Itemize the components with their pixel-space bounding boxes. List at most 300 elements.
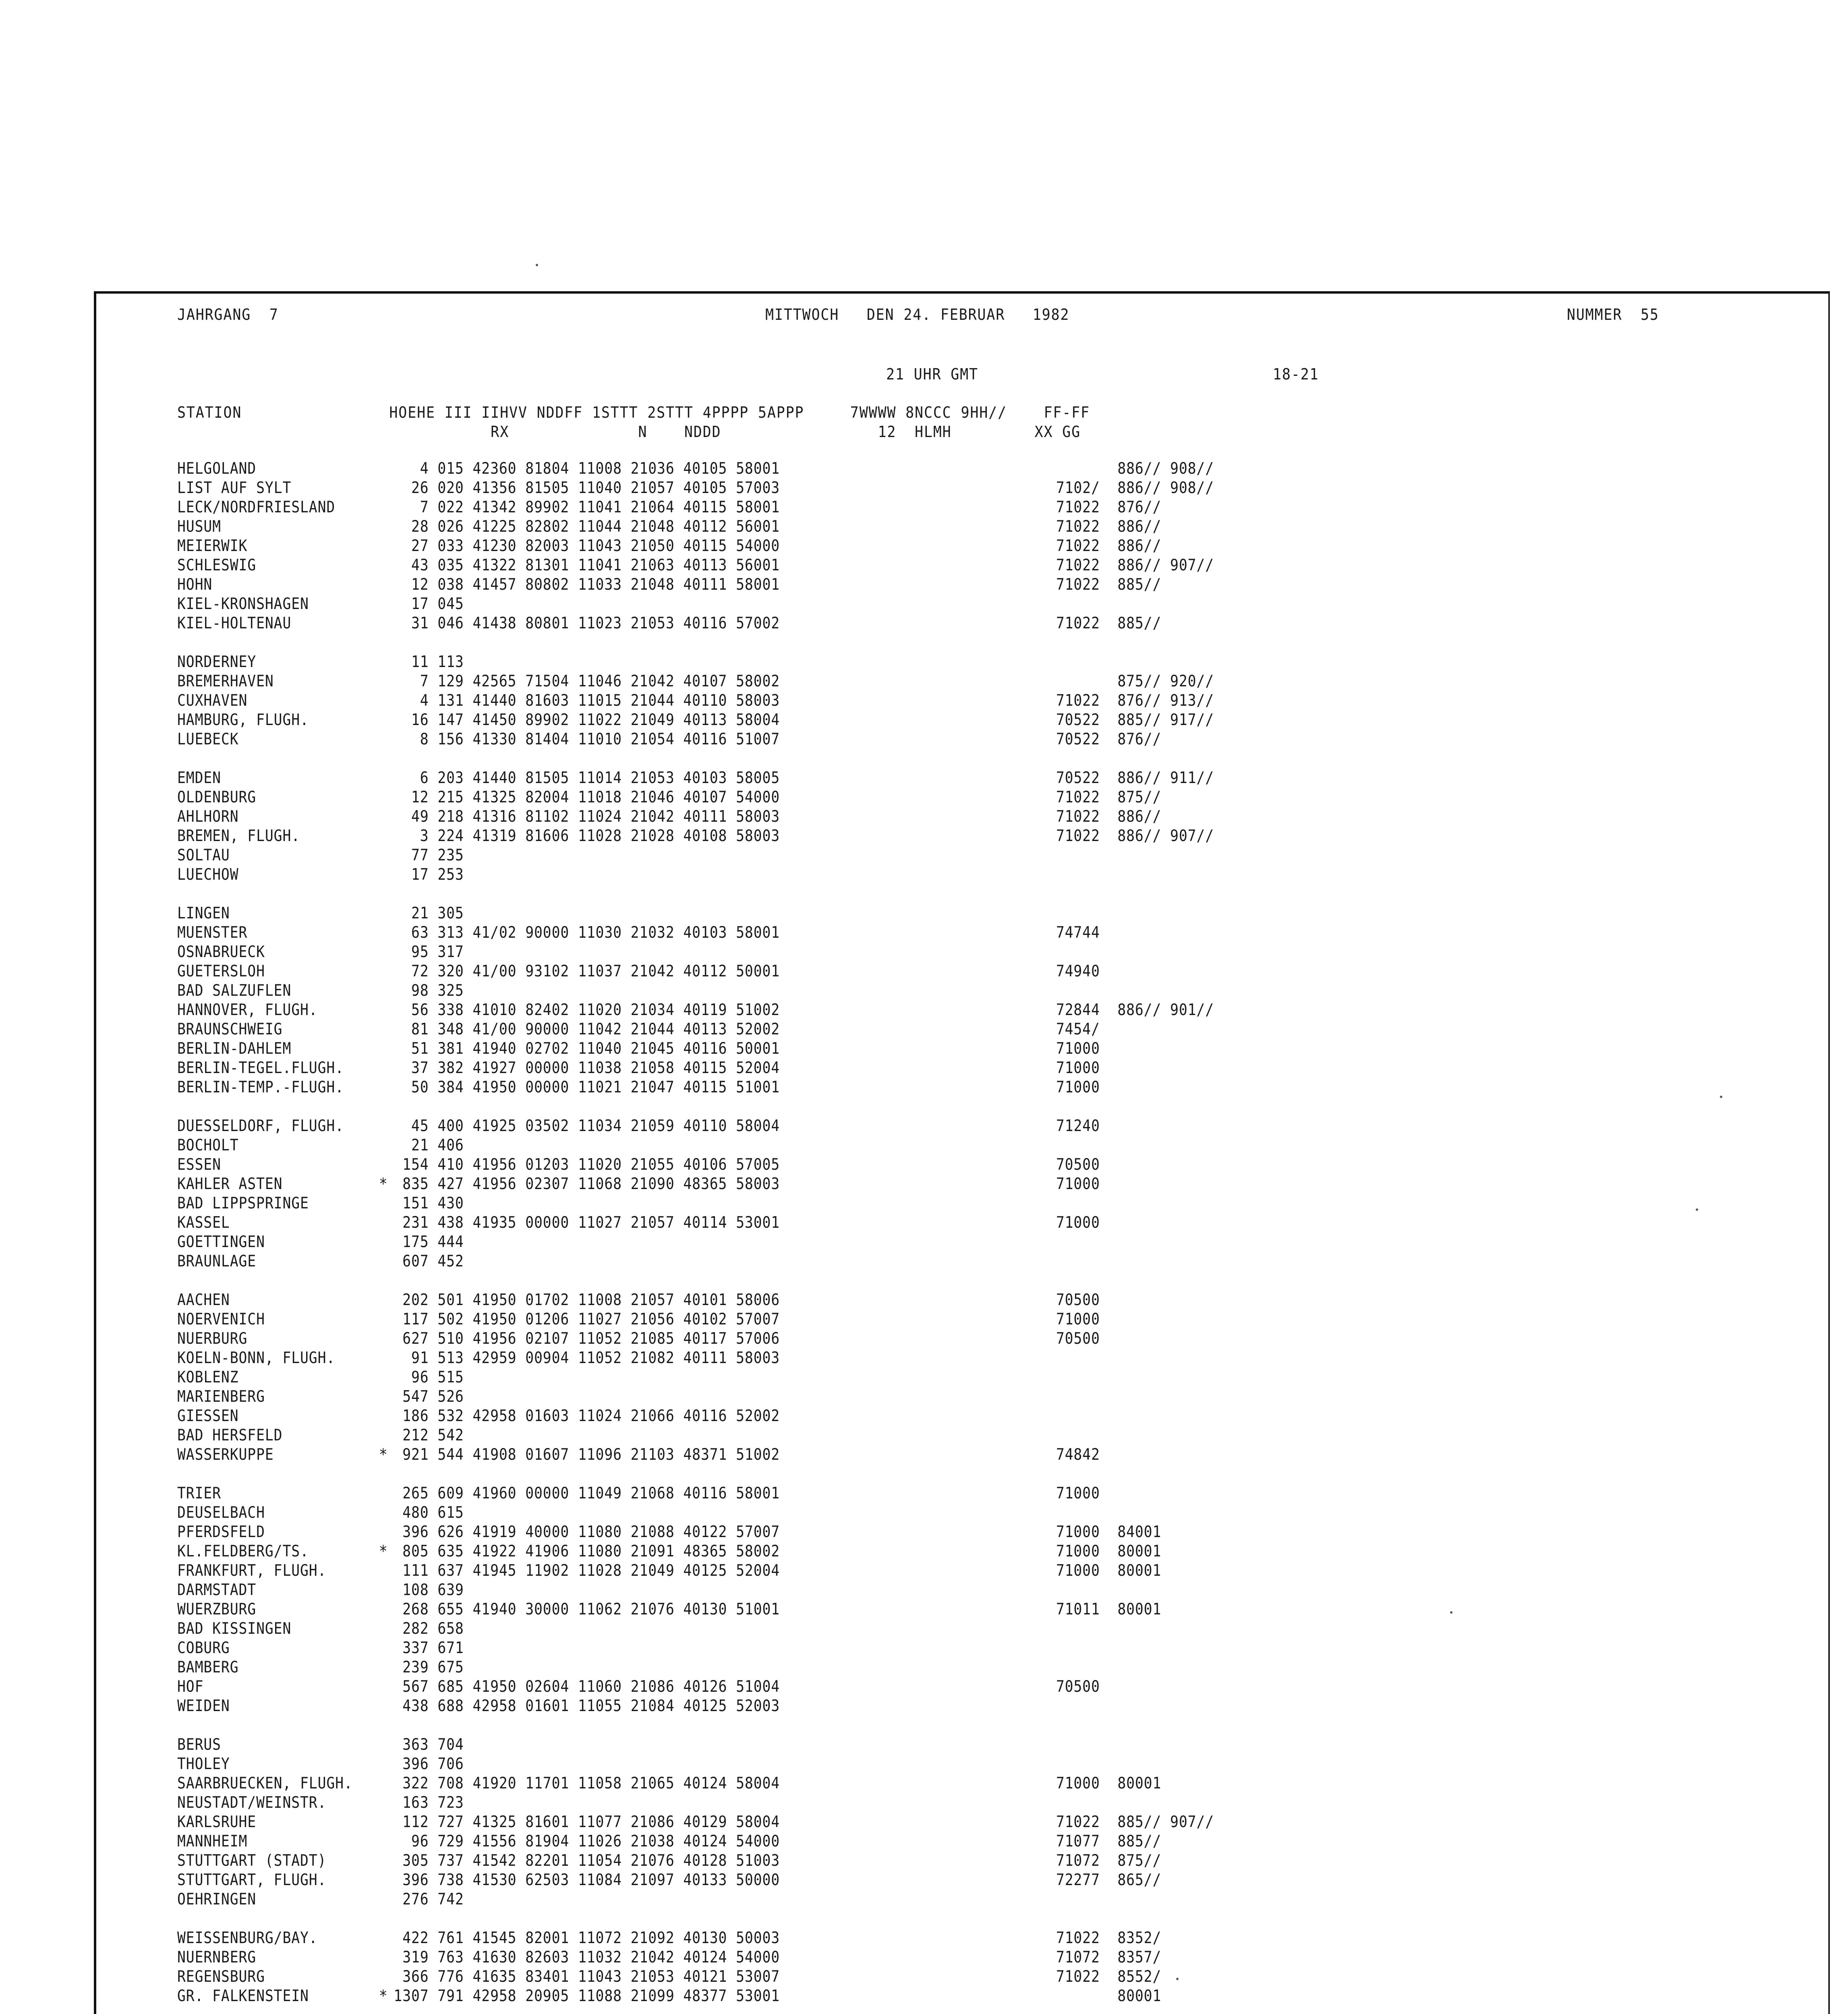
observation-values: 49 218 41316 81102 11024 21042 40111 58003 bbox=[394, 808, 780, 826]
station-row bbox=[177, 846, 1253, 865]
station-row bbox=[177, 1329, 1253, 1349]
observation-values: 337 671 bbox=[394, 1639, 464, 1657]
station-name: BREMEN, FLUGH. bbox=[177, 827, 300, 845]
station-row bbox=[177, 1929, 1253, 1948]
station-name: HUSUM bbox=[177, 518, 221, 536]
mountain-station-marker bbox=[373, 1368, 394, 1387]
extra-groups bbox=[1012, 595, 1253, 614]
mountain-station-marker bbox=[373, 1658, 394, 1677]
extra-groups bbox=[1012, 1136, 1253, 1155]
observation-values: 396 706 bbox=[394, 1755, 464, 1773]
mountain-station-marker bbox=[373, 1233, 394, 1252]
observation-values: 3 224 41319 81606 11028 21028 40108 58003 bbox=[394, 827, 780, 845]
scan-speck bbox=[1450, 1611, 1452, 1614]
station-row bbox=[177, 459, 1253, 479]
station-name: BREMERHAVEN bbox=[177, 672, 274, 690]
station-name: BAMBERG bbox=[177, 1658, 239, 1676]
observation-values: 11 113 bbox=[394, 653, 464, 671]
station-name: EMDEN bbox=[177, 769, 221, 787]
observation-values: 117 502 41950 01206 11027 21056 40102 57007 bbox=[394, 1310, 780, 1328]
station-row bbox=[177, 1136, 1253, 1155]
station-name: NUERBURG bbox=[177, 1330, 248, 1348]
extra-groups: 71022 885// bbox=[1012, 576, 1162, 594]
mountain-station-marker bbox=[373, 1252, 394, 1271]
station-name: HAMBURG, FLUGH. bbox=[177, 711, 309, 729]
station-name: DARMSTADT bbox=[177, 1581, 257, 1599]
mountain-station-marker bbox=[373, 981, 394, 1001]
station-name: BERLIN-TEGEL.FLUGH. bbox=[177, 1059, 344, 1077]
observation-values: 37 382 41927 00000 11038 21058 40115 52004 bbox=[394, 1059, 780, 1077]
station-name: TRIER bbox=[177, 1484, 221, 1502]
station-row bbox=[177, 923, 1253, 943]
extra-groups: 71022 886// bbox=[1012, 518, 1162, 536]
observation-values: 16 147 41450 89902 11022 21049 40113 58004 bbox=[394, 711, 780, 729]
station-name: HOF bbox=[177, 1678, 204, 1696]
station-row bbox=[177, 730, 1253, 749]
extra-groups bbox=[1012, 1658, 1253, 1677]
observation-values: 17 045 bbox=[394, 595, 464, 613]
mountain-station-marker bbox=[373, 1948, 394, 1967]
mountain-station-marker bbox=[373, 807, 394, 827]
station-row bbox=[177, 1697, 1253, 1716]
observation-values: 305 737 41542 82201 11054 21076 40128 51003 bbox=[394, 1852, 780, 1870]
scan-speck bbox=[536, 264, 538, 266]
station-row bbox=[177, 1387, 1253, 1407]
observation-values: 63 313 41/02 90000 11030 21032 40103 58001 bbox=[394, 924, 780, 942]
extra-groups bbox=[1012, 1793, 1253, 1813]
station-row bbox=[177, 614, 1253, 633]
station-row bbox=[177, 1117, 1253, 1136]
mountain-station-marker bbox=[373, 1117, 394, 1136]
extra-groups: 71022 876// bbox=[1012, 498, 1162, 516]
station-row bbox=[177, 1368, 1253, 1387]
station-row bbox=[177, 1407, 1253, 1426]
scan-speck bbox=[1696, 1208, 1698, 1211]
station-name: STUTTGART (STADT) bbox=[177, 1852, 327, 1870]
station-name: BERUS bbox=[177, 1736, 221, 1754]
observation-values: 921 544 41908 01607 11096 21103 48371 51002 bbox=[394, 1446, 780, 1464]
extra-groups: 70522 885// 917// bbox=[1012, 711, 1214, 729]
mountain-station-marker bbox=[373, 1600, 394, 1619]
extra-groups: 71022 886// 907// bbox=[1012, 556, 1214, 574]
extra-groups bbox=[1012, 1233, 1253, 1252]
station-name: LECK/NORDFRIESLAND bbox=[177, 498, 336, 516]
extra-groups: 71000 bbox=[1012, 1059, 1100, 1077]
station-name: MANNHEIM bbox=[177, 1832, 248, 1850]
station-row bbox=[177, 711, 1253, 730]
extra-groups: 71000 84001 bbox=[1012, 1523, 1162, 1541]
station-name: KL.FELDBERG/TS. bbox=[177, 1542, 309, 1560]
station-name: BAD LIPPSPRINGE bbox=[177, 1194, 309, 1212]
station-name: MARIENBERG bbox=[177, 1388, 265, 1406]
observation-values: 805 635 41922 41906 11080 21091 48365 58002 bbox=[394, 1542, 780, 1560]
mountain-station-marker bbox=[373, 769, 394, 788]
station-name: AHLHORN bbox=[177, 808, 239, 826]
extra-groups: 70522 886// 911// bbox=[1012, 769, 1214, 787]
extra-groups: 71022 876// 913// bbox=[1012, 692, 1214, 710]
extra-groups: 71022 886// bbox=[1012, 537, 1162, 555]
station-name: FRANKFURT, FLUGH. bbox=[177, 1562, 327, 1580]
station-name: OLDENBURG bbox=[177, 788, 257, 806]
mountain-station-marker bbox=[373, 1890, 394, 1909]
mountain-station-marker bbox=[373, 1503, 394, 1523]
extra-groups: 74842 bbox=[1012, 1446, 1100, 1464]
observation-values: 1307 791 42958 20905 11088 21099 48377 53001 bbox=[394, 1987, 780, 2005]
station-row bbox=[177, 1503, 1253, 1523]
extra-groups bbox=[1012, 1387, 1253, 1407]
group-gap bbox=[177, 1465, 1253, 1484]
observation-values: 12 215 41325 82004 11018 21046 40107 54000 bbox=[394, 788, 780, 806]
extra-groups: 71022 886// bbox=[1012, 808, 1162, 826]
extra-groups bbox=[1012, 1503, 1253, 1523]
observation-values: 21 305 bbox=[394, 904, 464, 922]
extra-groups: 80001 bbox=[1012, 1987, 1162, 2005]
observation-values: 276 742 bbox=[394, 1890, 464, 1908]
station-name: BAD KISSINGEN bbox=[177, 1620, 292, 1638]
extra-groups: 71022 875// bbox=[1012, 788, 1162, 806]
station-row bbox=[177, 1561, 1253, 1581]
mountain-station-marker bbox=[373, 1059, 394, 1078]
observation-values: 282 658 bbox=[394, 1620, 464, 1638]
mountain-station-marker bbox=[373, 556, 394, 575]
mountain-station-marker bbox=[373, 1523, 394, 1542]
extra-groups: 875// 920// bbox=[1012, 672, 1214, 690]
observation-values: 96 515 bbox=[394, 1368, 464, 1386]
observation-values: 112 727 41325 81601 11077 21086 40129 58004 bbox=[394, 1813, 780, 1831]
station-name: HOHN bbox=[177, 576, 213, 594]
station-row bbox=[177, 1890, 1253, 1909]
observation-values: 72 320 41/00 93102 11037 21042 40112 50001 bbox=[394, 962, 780, 980]
extra-groups bbox=[1012, 653, 1253, 672]
mountain-station-marker bbox=[373, 595, 394, 614]
station-name: KASSEL bbox=[177, 1214, 230, 1232]
station-row bbox=[177, 672, 1253, 691]
station-row bbox=[177, 1871, 1253, 1890]
extra-groups bbox=[1012, 1697, 1253, 1716]
mountain-station-marker bbox=[373, 1001, 394, 1020]
group-gap bbox=[177, 1271, 1253, 1291]
station-row bbox=[177, 1310, 1253, 1329]
mountain-station-marker bbox=[373, 1020, 394, 1039]
mountain-station-marker bbox=[373, 788, 394, 807]
extra-groups bbox=[1012, 1407, 1253, 1426]
station-name: KOELN-BONN, FLUGH. bbox=[177, 1349, 336, 1367]
observation-values: 56 338 41010 82402 11020 21034 40119 51002 bbox=[394, 1001, 780, 1019]
extra-groups bbox=[1012, 1755, 1253, 1774]
observation-values: 627 510 41956 02107 11052 21085 40117 57006 bbox=[394, 1330, 780, 1348]
extra-groups bbox=[1012, 1581, 1253, 1600]
observation-values: 108 639 bbox=[394, 1581, 464, 1599]
station-row bbox=[177, 1948, 1253, 1967]
station-name: REGENSBURG bbox=[177, 1968, 265, 1986]
station-row bbox=[177, 943, 1253, 962]
issue-number: NUMMER 55 bbox=[1567, 306, 1659, 323]
station-row bbox=[177, 1291, 1253, 1310]
station-row bbox=[177, 498, 1253, 517]
mountain-station-marker bbox=[373, 904, 394, 923]
observation-values: 186 532 42958 01603 11024 21066 40116 52002 bbox=[394, 1407, 780, 1425]
station-row bbox=[177, 1039, 1253, 1059]
observation-values: 231 438 41935 00000 11027 21057 40114 53001 bbox=[394, 1214, 780, 1232]
mountain-station-marker bbox=[373, 962, 394, 981]
observation-values: 27 033 41230 82003 11043 21050 40115 54000 bbox=[394, 537, 780, 555]
station-name: WEISSENBURG/BAY. bbox=[177, 1929, 318, 1947]
observation-values: 26 020 41356 81505 11040 21057 40105 57003 bbox=[394, 479, 780, 497]
station-row bbox=[177, 1987, 1253, 2006]
mountain-station-marker bbox=[373, 1774, 394, 1793]
mountain-station-marker bbox=[373, 1813, 394, 1832]
observation-values: 835 427 41956 02307 11068 21090 48365 58003 bbox=[394, 1175, 780, 1193]
observation-values: 31 046 41438 80801 11023 21053 40116 57002 bbox=[394, 614, 780, 632]
mountain-station-marker bbox=[373, 517, 394, 537]
mountain-station-marker bbox=[373, 1310, 394, 1329]
mountain-station-marker bbox=[373, 1871, 394, 1890]
station-row bbox=[177, 807, 1253, 827]
observation-values: 322 708 41920 11701 11058 21065 40124 58004 bbox=[394, 1774, 780, 1792]
mountain-station-marker bbox=[373, 1832, 394, 1851]
station-name: LUEBECK bbox=[177, 730, 239, 748]
station-name: ESSEN bbox=[177, 1156, 221, 1174]
mountain-station-marker bbox=[373, 846, 394, 865]
group-gap bbox=[177, 749, 1253, 769]
extra-groups: 71000 bbox=[1012, 1310, 1100, 1328]
observation-values: 366 776 41635 83401 11043 21053 40121 53007 bbox=[394, 1968, 780, 1986]
extra-groups bbox=[1012, 1349, 1253, 1368]
observation-values: 151 430 bbox=[394, 1194, 464, 1212]
station-row bbox=[177, 1735, 1253, 1755]
station-row bbox=[177, 1175, 1253, 1194]
mountain-station-marker bbox=[373, 1581, 394, 1600]
extra-groups: 71000 80001 bbox=[1012, 1774, 1162, 1792]
mountain-station-marker bbox=[373, 1561, 394, 1581]
station-row bbox=[177, 1020, 1253, 1039]
station-name: NOERVENICH bbox=[177, 1310, 265, 1328]
extra-groups: 72844 886// 901// bbox=[1012, 1001, 1214, 1019]
observation-values: 98 325 bbox=[394, 982, 464, 1000]
observation-values: 480 615 bbox=[394, 1504, 464, 1522]
mountain-station-marker bbox=[373, 1967, 394, 1987]
mountain-station-marker bbox=[373, 865, 394, 885]
observation-values: 96 729 41556 81904 11026 21038 40124 54000 bbox=[394, 1832, 780, 1850]
mountain-station-marker bbox=[373, 1349, 394, 1368]
station-name: KARLSRUHE bbox=[177, 1813, 257, 1831]
extra-groups bbox=[1012, 865, 1253, 885]
observation-values: 363 704 bbox=[394, 1736, 464, 1754]
mountain-station-marker bbox=[373, 672, 394, 691]
station-name: LIST AUF SYLT bbox=[177, 479, 292, 497]
station-name: LINGEN bbox=[177, 904, 230, 922]
group-gap bbox=[177, 1909, 1253, 1929]
station-row bbox=[177, 1194, 1253, 1213]
station-row bbox=[177, 1755, 1253, 1774]
mountain-station-marker: * bbox=[379, 1987, 388, 2005]
mountain-station-marker bbox=[373, 479, 394, 498]
observation-values: 77 235 bbox=[394, 846, 464, 864]
station-row bbox=[177, 1523, 1253, 1542]
station-name: SCHLESWIG bbox=[177, 556, 257, 574]
station-name: NORDERNEY bbox=[177, 653, 257, 671]
extra-groups: 71022 8552/ bbox=[1012, 1968, 1162, 1986]
extra-groups: 71000 80001 bbox=[1012, 1562, 1162, 1580]
station-row bbox=[177, 1233, 1253, 1252]
station-row bbox=[177, 1155, 1253, 1175]
station-row bbox=[177, 1445, 1253, 1465]
station-name: SAARBRUECKEN, FLUGH. bbox=[177, 1774, 353, 1792]
observation-values: 43 035 41322 81301 11041 21063 40113 56001 bbox=[394, 556, 780, 574]
station-row bbox=[177, 865, 1253, 885]
observation-values: 396 738 41530 62503 11084 21097 40133 50000 bbox=[394, 1871, 780, 1889]
mountain-station-marker bbox=[373, 1136, 394, 1155]
station-name: HELGOLAND bbox=[177, 460, 257, 478]
mountain-station-marker bbox=[373, 1407, 394, 1426]
station-row bbox=[177, 1349, 1253, 1368]
observation-values: 91 513 42959 00904 11052 21082 40111 58003 bbox=[394, 1349, 780, 1367]
station-name: BAD SALZUFLEN bbox=[177, 982, 292, 1000]
station-name: COBURG bbox=[177, 1639, 230, 1657]
station-row bbox=[177, 1542, 1253, 1561]
observation-values: 239 675 bbox=[394, 1658, 464, 1676]
mountain-station-marker bbox=[373, 1639, 394, 1658]
station-name: OSNABRUECK bbox=[177, 943, 265, 961]
station-row bbox=[177, 595, 1253, 614]
station-name: KIEL-KRONSHAGEN bbox=[177, 595, 309, 613]
observation-values: 438 688 42958 01601 11055 21084 40125 52003 bbox=[394, 1697, 780, 1715]
station-row bbox=[177, 827, 1253, 846]
extra-groups: 70500 bbox=[1012, 1156, 1100, 1174]
station-name: THOLEY bbox=[177, 1755, 230, 1773]
station-name: CUXHAVEN bbox=[177, 692, 248, 710]
mountain-station-marker bbox=[373, 1291, 394, 1310]
extra-groups: 71022 885// 907// bbox=[1012, 1813, 1214, 1831]
observation-values: 4 015 42360 81804 11008 21036 40105 58001 bbox=[394, 460, 780, 478]
extra-groups: 72277 865// bbox=[1012, 1871, 1162, 1889]
extra-groups: 71000 bbox=[1012, 1214, 1100, 1232]
mountain-station-marker bbox=[373, 575, 394, 595]
mountain-station-marker bbox=[373, 827, 394, 846]
station-row bbox=[177, 653, 1253, 672]
extra-groups: 7454/ bbox=[1012, 1020, 1100, 1038]
mountain-station-marker bbox=[373, 1426, 394, 1445]
station-name: WUERZBURG bbox=[177, 1600, 257, 1618]
mountain-station-marker bbox=[373, 730, 394, 749]
mountain-station-marker bbox=[373, 923, 394, 943]
station-row bbox=[177, 1832, 1253, 1851]
jahrgang-label: JAHRGANG 7 bbox=[177, 306, 279, 323]
station-name: SOLTAU bbox=[177, 846, 230, 864]
mountain-station-marker bbox=[373, 498, 394, 517]
station-name: BAD HERSFELD bbox=[177, 1426, 283, 1444]
station-name: MUENSTER bbox=[177, 924, 248, 942]
station-row bbox=[177, 1793, 1253, 1813]
extra-groups: 71022 886// 907// bbox=[1012, 827, 1214, 845]
observation-values: 12 038 41457 80802 11033 21048 40111 58001 bbox=[394, 576, 780, 594]
station-name: LUECHOW bbox=[177, 866, 239, 884]
observation-values: 21 406 bbox=[394, 1136, 464, 1154]
observation-values: 396 626 41919 40000 11080 21088 40122 57007 bbox=[394, 1523, 780, 1541]
station-row bbox=[177, 537, 1253, 556]
station-table bbox=[177, 459, 1253, 2014]
extra-groups: 70500 bbox=[1012, 1330, 1100, 1348]
extra-groups: 71077 885// bbox=[1012, 1832, 1162, 1850]
group-gap bbox=[177, 633, 1253, 653]
extra-groups bbox=[1012, 846, 1253, 865]
station-row bbox=[177, 962, 1253, 981]
extra-groups bbox=[1012, 1426, 1253, 1445]
station-name: BRAUNSCHWEIG bbox=[177, 1020, 283, 1038]
mountain-station-marker: * bbox=[379, 1446, 388, 1464]
station-row bbox=[177, 1967, 1253, 1987]
observation-values: 50 384 41950 00000 11021 21047 40115 51001 bbox=[394, 1078, 780, 1096]
extra-groups: 71000 80001 bbox=[1012, 1542, 1162, 1560]
mountain-station-marker bbox=[373, 1735, 394, 1755]
mountain-station-marker bbox=[373, 1155, 394, 1175]
station-row bbox=[177, 1639, 1253, 1658]
mountain-station-marker bbox=[373, 459, 394, 479]
mountain-station-marker bbox=[373, 1213, 394, 1233]
period-label: 18-21 bbox=[1273, 365, 1319, 383]
station-row bbox=[177, 1484, 1253, 1503]
station-row bbox=[177, 769, 1253, 788]
extra-groups bbox=[1012, 1368, 1253, 1387]
station-name: DUESSELDORF, FLUGH. bbox=[177, 1117, 344, 1135]
observation-values: 154 410 41956 01203 11020 21055 40106 57005 bbox=[394, 1156, 780, 1174]
station-name: KIEL-HOLTENAU bbox=[177, 614, 292, 632]
scan-speck bbox=[1720, 1096, 1722, 1098]
station-row bbox=[177, 1619, 1253, 1639]
observation-values: 111 637 41945 11902 11028 21049 40125 52004 bbox=[394, 1562, 780, 1580]
observation-values: 81 348 41/00 90000 11042 21044 40113 52002 bbox=[394, 1020, 780, 1038]
observation-values: 6 203 41440 81505 11014 21053 40103 58005 bbox=[394, 769, 780, 787]
observation-values: 202 501 41950 01702 11008 21057 40101 58006 bbox=[394, 1291, 780, 1309]
station-row bbox=[177, 1078, 1253, 1097]
station-name: DEUSELBACH bbox=[177, 1504, 265, 1522]
extra-groups bbox=[1012, 1890, 1253, 1909]
group-gap bbox=[177, 2006, 1253, 2014]
observation-time: 21 UHR GMT bbox=[886, 365, 978, 383]
station-name: NEUSTADT/WEINSTR. bbox=[177, 1794, 327, 1812]
mountain-station-marker bbox=[373, 1619, 394, 1639]
station-name: GR. FALKENSTEIN bbox=[177, 1987, 309, 2005]
mountain-station-marker bbox=[373, 1677, 394, 1697]
extra-groups: 71240 bbox=[1012, 1117, 1100, 1135]
extra-groups: 71072 8357/ bbox=[1012, 1948, 1162, 1966]
station-name: STUTTGART, FLUGH. bbox=[177, 1871, 327, 1889]
mountain-station-marker bbox=[373, 1484, 394, 1503]
extra-groups bbox=[1012, 981, 1253, 1001]
column-header-line-2: RX N NDDD 12 HLMH XX GG bbox=[177, 423, 1081, 441]
observation-values: 4 131 41440 81603 11015 21044 40110 58003 bbox=[394, 692, 780, 710]
mountain-station-marker bbox=[373, 943, 394, 962]
mountain-station-marker bbox=[373, 1755, 394, 1774]
station-name: PFERDSFELD bbox=[177, 1523, 265, 1541]
extra-groups: 71011 80001 bbox=[1012, 1600, 1162, 1618]
extra-groups bbox=[1012, 904, 1253, 923]
station-row bbox=[177, 575, 1253, 595]
group-gap bbox=[177, 1097, 1253, 1117]
mountain-station-marker bbox=[373, 1851, 394, 1871]
extra-groups: 74940 bbox=[1012, 962, 1100, 980]
mountain-station-marker bbox=[373, 1194, 394, 1213]
station-name: GIESSEN bbox=[177, 1407, 239, 1425]
station-name: BRAUNLAGE bbox=[177, 1252, 257, 1270]
station-row bbox=[177, 691, 1253, 711]
station-name: KOBLENZ bbox=[177, 1368, 239, 1386]
station-row bbox=[177, 1851, 1253, 1871]
observation-values: 163 723 bbox=[394, 1794, 464, 1812]
station-row bbox=[177, 1581, 1253, 1600]
mountain-station-marker bbox=[373, 537, 394, 556]
observation-values: 95 317 bbox=[394, 943, 464, 961]
